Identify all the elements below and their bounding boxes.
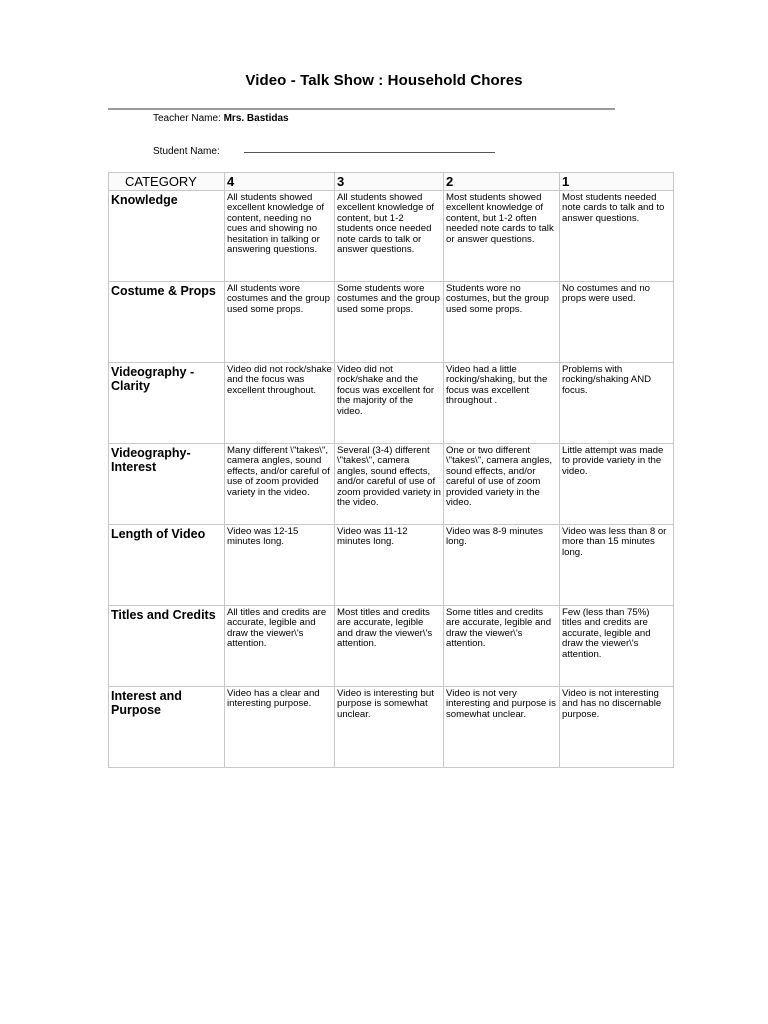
criteria-cell-2: Video had a little rocking/shaking, but the focus was excellent throughout . — [444, 363, 560, 444]
criteria-cell-4: All students showed excellent knowledge of content, needing no cues and showing no hesitation in talking or answering questions. — [225, 191, 335, 282]
criteria-cell-3: Most titles and credits are accurate, legible and draw the viewer\'s attention. — [335, 606, 444, 687]
rubric-row-interest-purpose — [109, 687, 674, 768]
category-cell: Length of Video — [109, 525, 225, 606]
criteria-cell-1: Little attempt was made to provide variety in the video. — [560, 444, 674, 525]
criteria-cell-3: Video was 11-12 minutes long. — [335, 525, 444, 606]
category-cell: Titles and Credits — [109, 606, 225, 687]
teacher-name-value: Mrs. Bastidas — [223, 113, 289, 124]
criteria-cell-4: All students wore costumes and the group used some props. — [225, 282, 335, 363]
criteria-cell-3: Several (3-4) different \"takes\", camera angles, sound effects, and/or careful of use of zoom provided variety in the video. — [335, 444, 444, 525]
criteria-cell-2: Video is not very interesting and purpose is somewhat unclear. — [444, 687, 560, 768]
rubric-row-videography-clarity — [109, 363, 674, 444]
teacher-name-label: Teacher Name: — [153, 113, 221, 124]
title-divider — [108, 108, 615, 110]
criteria-cell-4: All titles and credits are accurate, legible and draw the viewer\'s attention. — [225, 606, 335, 687]
criteria-cell-1: Video is not interesting and has no discernable purpose. — [560, 687, 674, 768]
criteria-cell-4: Video was 12-15 minutes long. — [225, 525, 335, 606]
criteria-cell-4: Video did not rock/shake and the focus was excellent throughout. — [225, 363, 335, 444]
header-score-3: 3 — [335, 173, 444, 191]
student-name-blank — [244, 152, 495, 153]
criteria-cell-1: Most students needed note cards to talk and to answer questions. — [560, 191, 674, 282]
rubric-row-titles-credits — [109, 606, 674, 687]
criteria-cell-2: Students wore no costumes, but the group used some props. — [444, 282, 560, 363]
rubric-table — [108, 172, 674, 768]
criteria-cell-1: Few (less than 75%) titles and credits are accurate, legible and draw the viewer\'s attention. — [560, 606, 674, 687]
category-cell: Videography- Interest — [109, 444, 225, 525]
criteria-cell-4: Many different \"takes\", camera angles, sound effects, and/or careful of use of zoom provided variety in the video. — [225, 444, 335, 525]
student-name-label: Student Name: — [153, 146, 220, 157]
criteria-cell-1: No costumes and no props were used. — [560, 282, 674, 363]
category-cell: Interest and Purpose — [109, 687, 225, 768]
criteria-cell-2: Most students showed excellent knowledge of content, but 1-2 often needed note cards to talk or answer questions. — [444, 191, 560, 282]
rubric-row-length — [109, 525, 674, 606]
student-name-line — [153, 146, 220, 157]
criteria-cell-2: Video was 8-9 minutes long. — [444, 525, 560, 606]
header-score-4: 4 — [225, 173, 335, 191]
rubric-row-costume-props — [109, 282, 674, 363]
header-category: CATEGORY — [109, 173, 225, 191]
rubric-header-row — [109, 173, 674, 191]
criteria-cell-1: Problems with rocking/shaking AND focus. — [560, 363, 674, 444]
criteria-cell-3: Some students wore costumes and the group used some props. — [335, 282, 444, 363]
category-cell: Costume & Props — [109, 282, 225, 363]
criteria-cell-1: Video was less than 8 or more than 15 minutes long. — [560, 525, 674, 606]
category-cell: Knowledge — [109, 191, 225, 282]
rubric-row-videography-interest — [109, 444, 674, 525]
document-title: Video - Talk Show : Household Chores — [245, 72, 523, 89]
criteria-cell-2: Some titles and credits are accurate, legible and draw the viewer\'s attention. — [444, 606, 560, 687]
teacher-name-line — [153, 113, 289, 124]
criteria-cell-2: One or two different \"takes\", camera angles, sound effects, and/or careful of use of zoom provided variety in the video. — [444, 444, 560, 525]
criteria-cell-4: Video has a clear and interesting purpose. — [225, 687, 335, 768]
rubric-row-knowledge — [109, 191, 674, 282]
category-cell: Videography - Clarity — [109, 363, 225, 444]
header-score-1: 1 — [560, 173, 674, 191]
criteria-cell-3: All students showed excellent knowledge of content, but 1-2 students once needed note cards to talk or answer questions. — [335, 191, 444, 282]
criteria-cell-3: Video did not rock/shake and the focus was excellent for the majority of the video. — [335, 363, 444, 444]
header-score-2: 2 — [444, 173, 560, 191]
criteria-cell-3: Video is interesting but purpose is somewhat unclear. — [335, 687, 444, 768]
